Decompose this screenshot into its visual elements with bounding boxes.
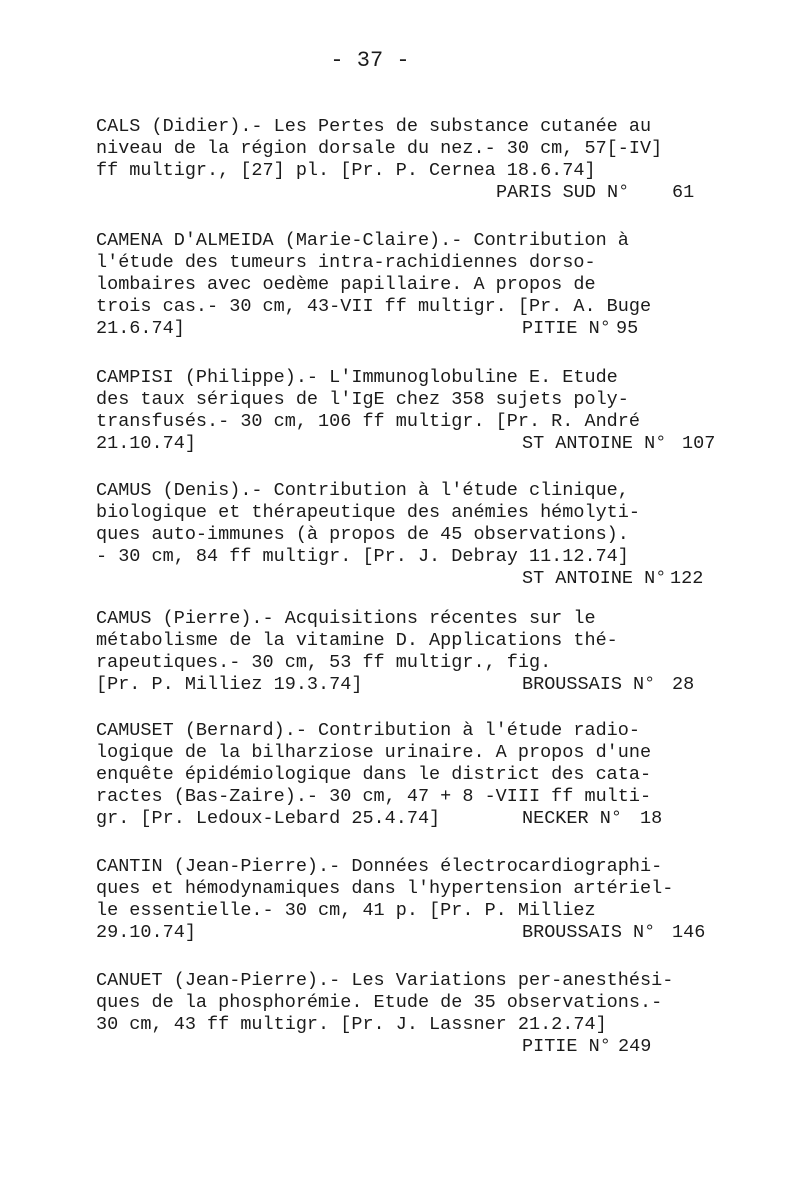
entry-text-line: rapeutiques.- 30 cm, 53 ff multigr., fig. xyxy=(96,652,552,673)
entry-text-line: CAMUS (Pierre).- Acquisitions récentes sur le xyxy=(96,608,596,629)
faculty-label: PITIE N° xyxy=(522,1036,611,1057)
faculty-label: BROUSSAIS N° xyxy=(522,922,656,943)
bibliography-entry xyxy=(96,856,736,944)
entry-number: 146 xyxy=(672,922,706,943)
bibliography-entry xyxy=(96,230,736,340)
entry-text-line: - 30 cm, 84 ff multigr. [Pr. J. Debray 11.12.74] xyxy=(96,546,629,567)
bibliography-entry xyxy=(96,480,736,590)
entry-number: 61 xyxy=(672,182,695,203)
entry-number: 18 xyxy=(640,808,663,829)
entry-text-line: CANTIN (Jean-Pierre).- Données électrocardiographi- xyxy=(96,856,663,877)
bibliography-entry xyxy=(96,116,736,204)
entry-text-line: CALS (Didier).- Les Pertes de substance cutanée au xyxy=(96,116,652,137)
entry-text-line: 21.10.74] xyxy=(96,433,196,454)
shelf-mark xyxy=(96,808,736,830)
bibliography-entry xyxy=(96,970,736,1058)
entry-text-line: transfusés.- 30 cm, 106 ff multigr. [Pr. R. André xyxy=(96,411,640,432)
entry-text-line: CAMUS (Denis).- Contribution à l'étude clinique, xyxy=(96,480,629,501)
entry-text-line: 29.10.74] xyxy=(96,922,196,943)
entry-number: 107 xyxy=(682,433,716,454)
entry-text-line: enquête épidémiologique dans le district des cata- xyxy=(96,764,652,785)
entry-text-line: CANUET (Jean-Pierre).- Les Variations per-anesthési- xyxy=(96,970,674,991)
entry-text-line: gr. [Pr. Ledoux-Lebard 25.4.74] xyxy=(96,808,441,829)
entry-number: 28 xyxy=(672,674,695,695)
entry-text-line: CAMENA D'ALMEIDA (Marie-Claire).- Contribution à xyxy=(96,230,629,251)
entry-text-line: 21.6.74] xyxy=(96,318,185,339)
entry-number: 122 xyxy=(670,568,704,589)
shelf-mark xyxy=(96,1036,736,1058)
entry-text-line: niveau de la région dorsale du nez.- 30 cm, 57[-IV] xyxy=(96,138,663,159)
faculty-label: PARIS SUD N° xyxy=(496,182,630,203)
shelf-mark xyxy=(96,568,736,590)
entry-text-line: ff multigr., [27] pl. [Pr. P. Cernea 18.6.74] xyxy=(96,160,596,181)
entry-text-line: ques de la phosphorémie. Etude de 35 observations.- xyxy=(96,992,663,1013)
entry-text-line: CAMUSET (Bernard).- Contribution à l'étude radio- xyxy=(96,720,640,741)
entry-text-line: [Pr. P. Milliez 19.3.74] xyxy=(96,674,363,695)
bibliography-entry xyxy=(96,608,736,696)
entry-text-line: le essentielle.- 30 cm, 41 p. [Pr. P. Milliez xyxy=(96,900,596,921)
shelf-mark xyxy=(96,182,736,204)
shelf-mark xyxy=(96,318,736,340)
entry-text-line: ques et hémodynamiques dans l'hypertension artériel- xyxy=(96,878,674,899)
entry-text-line: des taux sériques de l'IgE chez 358 sujets poly- xyxy=(96,389,629,410)
shelf-mark xyxy=(96,922,736,944)
bibliography-entry xyxy=(96,367,736,455)
entry-text-line: biologique et thérapeutique des anémies hémolyti- xyxy=(96,502,640,523)
entry-text-line: ques auto-immunes (à propos de 45 observations). xyxy=(96,524,629,545)
shelf-mark xyxy=(96,674,736,696)
faculty-label: ST ANTOINE N° xyxy=(522,568,667,589)
entry-text-line: ractes (Bas-Zaire).- 30 cm, 47 + 8 -VIII ff multi- xyxy=(96,786,652,807)
entry-text-line: l'étude des tumeurs intra-rachidiennes dorso- xyxy=(96,252,596,273)
entry-number: 95 xyxy=(616,318,639,339)
page-number: - 37 - xyxy=(330,48,410,73)
entry-text-line: CAMPISI (Philippe).- L'Immunoglobuline E. Etude xyxy=(96,367,618,388)
faculty-label: BROUSSAIS N° xyxy=(522,674,656,695)
entry-text-line: métabolisme de la vitamine D. Applications thé- xyxy=(96,630,618,651)
bibliography-entry xyxy=(96,720,736,830)
faculty-label: NECKER N° xyxy=(522,808,622,829)
entry-text-line: 30 cm, 43 ff multigr. [Pr. J. Lassner 21.2.74] xyxy=(96,1014,607,1035)
faculty-label: PITIE N° xyxy=(522,318,611,339)
faculty-label: ST ANTOINE N° xyxy=(522,433,667,454)
entry-text-line: lombaires avec oedème papillaire. A propos de xyxy=(96,274,596,295)
shelf-mark xyxy=(96,433,736,455)
entry-text-line: logique de la bilharziose urinaire. A propos d'une xyxy=(96,742,652,763)
entry-text-line: trois cas.- 30 cm, 43-VII ff multigr. [Pr. A. Buge xyxy=(96,296,652,317)
entry-number: 249 xyxy=(618,1036,652,1057)
